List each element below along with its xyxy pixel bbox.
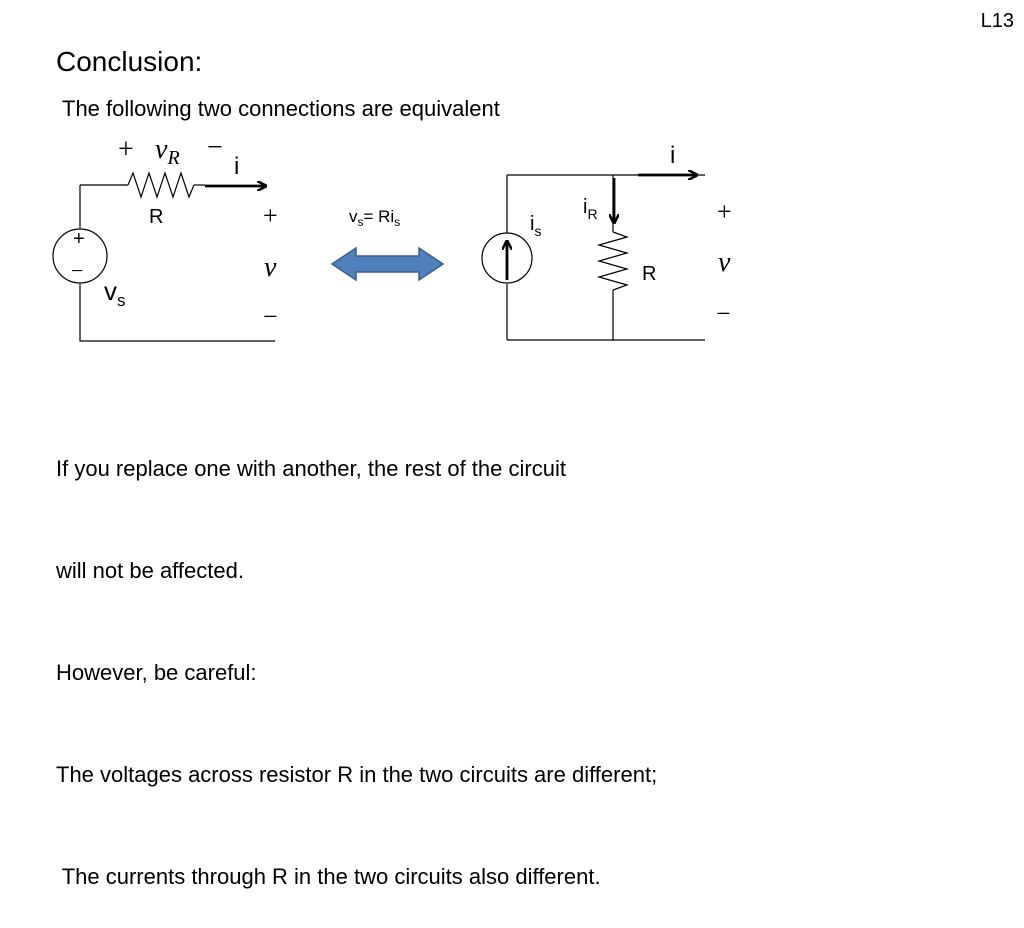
- eq-vs-var: v: [349, 207, 358, 226]
- right-resistor: [599, 232, 627, 290]
- source-plus: +: [73, 228, 85, 250]
- left-resistor: [128, 173, 194, 197]
- body-line: However, be careful:: [56, 660, 257, 685]
- equivalence: [332, 207, 443, 280]
- body-line: The currents through R in the two circuits also different.: [56, 864, 601, 889]
- source-sub: s: [117, 291, 126, 310]
- right-circuit: [482, 142, 732, 340]
- left-v-minus: −: [263, 302, 278, 331]
- body-text: [56, 384, 657, 928]
- slide-subtitle: The following two connections are equivalent: [62, 96, 500, 121]
- slide-number: L13: [980, 10, 1014, 32]
- eq-is-sub: s: [394, 215, 401, 229]
- left-v-label: v: [264, 252, 277, 283]
- source-label: [104, 276, 126, 310]
- eq-rhs: = Ri: [363, 207, 395, 226]
- double-arrow-icon: [332, 248, 443, 280]
- vR-symbol: [155, 134, 180, 169]
- body-line: will not be affected.: [56, 558, 244, 583]
- right-current-label: i: [670, 142, 676, 169]
- vR-minus: −: [207, 132, 223, 163]
- right-v-minus: −: [716, 299, 731, 328]
- right-v-label: v: [718, 247, 731, 278]
- iR-var: i: [583, 196, 588, 218]
- left-resistor-label: R: [149, 206, 164, 228]
- is-sub: s: [534, 223, 542, 239]
- left-current-label: i: [234, 153, 240, 180]
- body-line: If you replace one with another, the rest of the circuit: [56, 456, 566, 481]
- source-minus: −: [71, 258, 84, 283]
- eq-vs-sub: s: [357, 215, 364, 229]
- is-label: [530, 213, 541, 239]
- slide-title: Conclusion:: [56, 46, 203, 77]
- equivalence-formula: [349, 207, 400, 229]
- is-var: i: [530, 213, 535, 235]
- vR-sub: R: [167, 147, 180, 169]
- body-line: The voltages across resistor R in the two circuits are different;: [56, 762, 658, 787]
- right-v-plus: +: [717, 197, 732, 226]
- vR-plus: +: [118, 134, 134, 165]
- right-resistor-label: R: [642, 263, 657, 285]
- iR-label: [583, 196, 598, 222]
- source-var: v: [104, 276, 117, 306]
- iR-sub: R: [587, 206, 598, 222]
- left-v-plus: +: [263, 201, 278, 230]
- vR-var: v: [155, 134, 168, 165]
- left-circuit: [53, 132, 278, 341]
